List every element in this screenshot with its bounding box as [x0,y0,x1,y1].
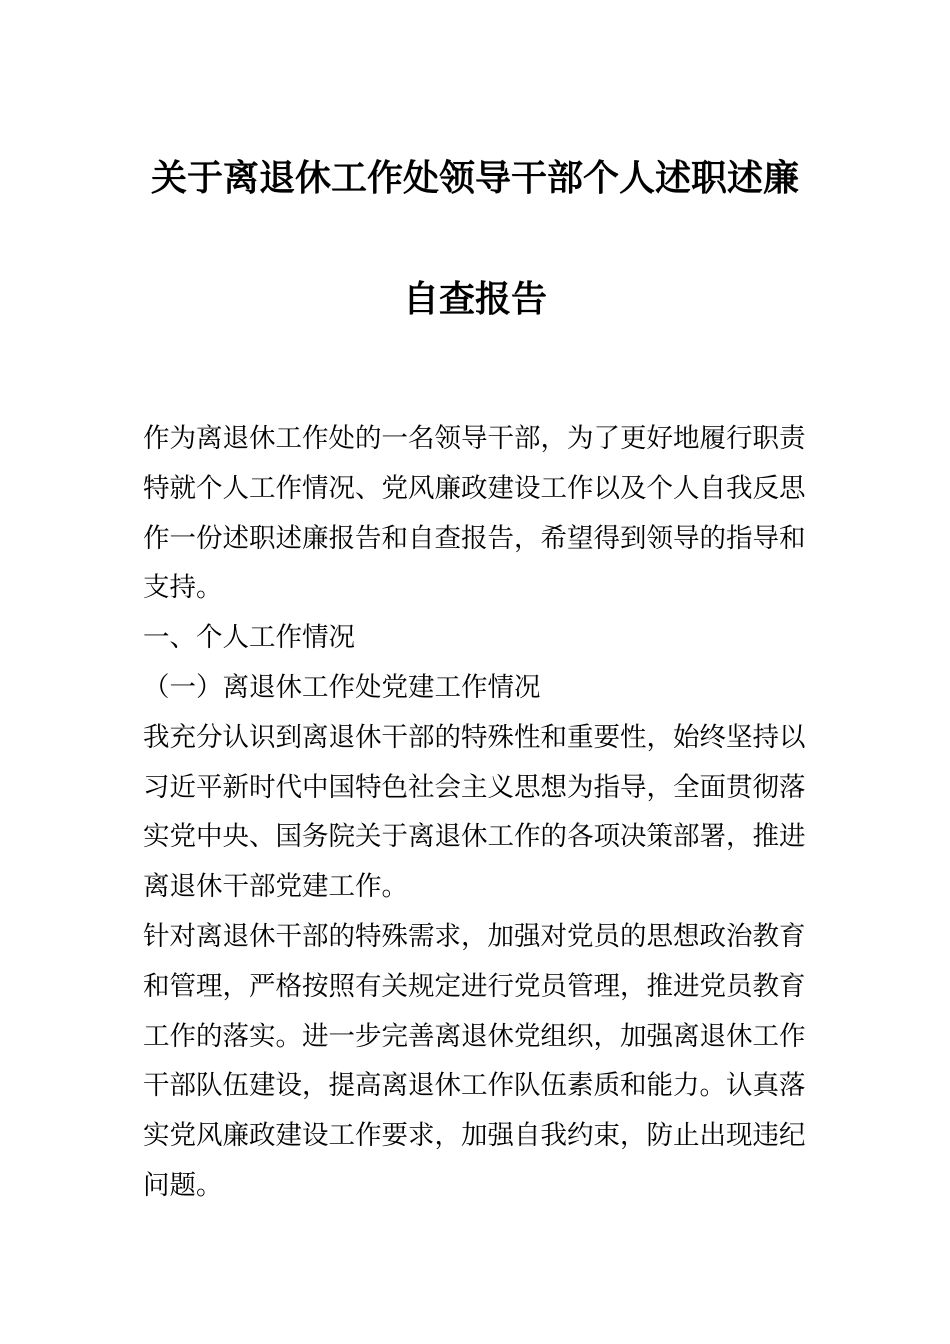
document-body [143,414,811,1211]
body-line: 工作的落实。进一步完善离退休党组织，加强离退休工作 [143,1020,806,1052]
body-line: 作一份述职述廉报告和自查报告，希望得到领导的指导和 [143,522,806,554]
body-line: 作为离退休工作处的一名领导干部，为了更好地履行职责 [143,423,806,454]
body-line: 特就个人工作情况、党风廉政建设工作以及个人自我反思 [143,472,806,504]
body-line: 实党中央、国务院关于离退休工作的各项决策部署，推进 [143,821,806,853]
body-line: 离退休干部党建工作。 [143,871,408,903]
body-line: 支持。 [143,572,223,604]
document-title-line-1: 关于离退休工作处领导干部个人述职述廉 [150,158,799,199]
body-line: 干部队伍建设，提高离退休工作队伍素质和能力。认真落 [143,1070,806,1102]
document-title-line-2: 自查报告 [402,279,547,320]
body-line: 针对离退休干部的特殊需求，加强对党员的思想政治教育 [143,920,806,952]
section-heading: 一、个人工作情况 [143,622,355,654]
body-line: 和管理，严格按照有关规定进行党员管理，推进党员教育 [143,970,806,1002]
subsection-heading: （一）离退休工作处党建工作情况 [143,671,541,703]
body-line: 实党风廉政建设工作要求，加强自我约束，防止出现违纪 [143,1120,806,1152]
body-line: 我充分认识到离退休干部的特殊性和重要性，始终坚持以 [143,721,806,753]
body-line: 习近平新时代中国特色社会主义思想为指导，全面贯彻落 [143,771,806,803]
body-line: 问题。 [143,1169,223,1201]
